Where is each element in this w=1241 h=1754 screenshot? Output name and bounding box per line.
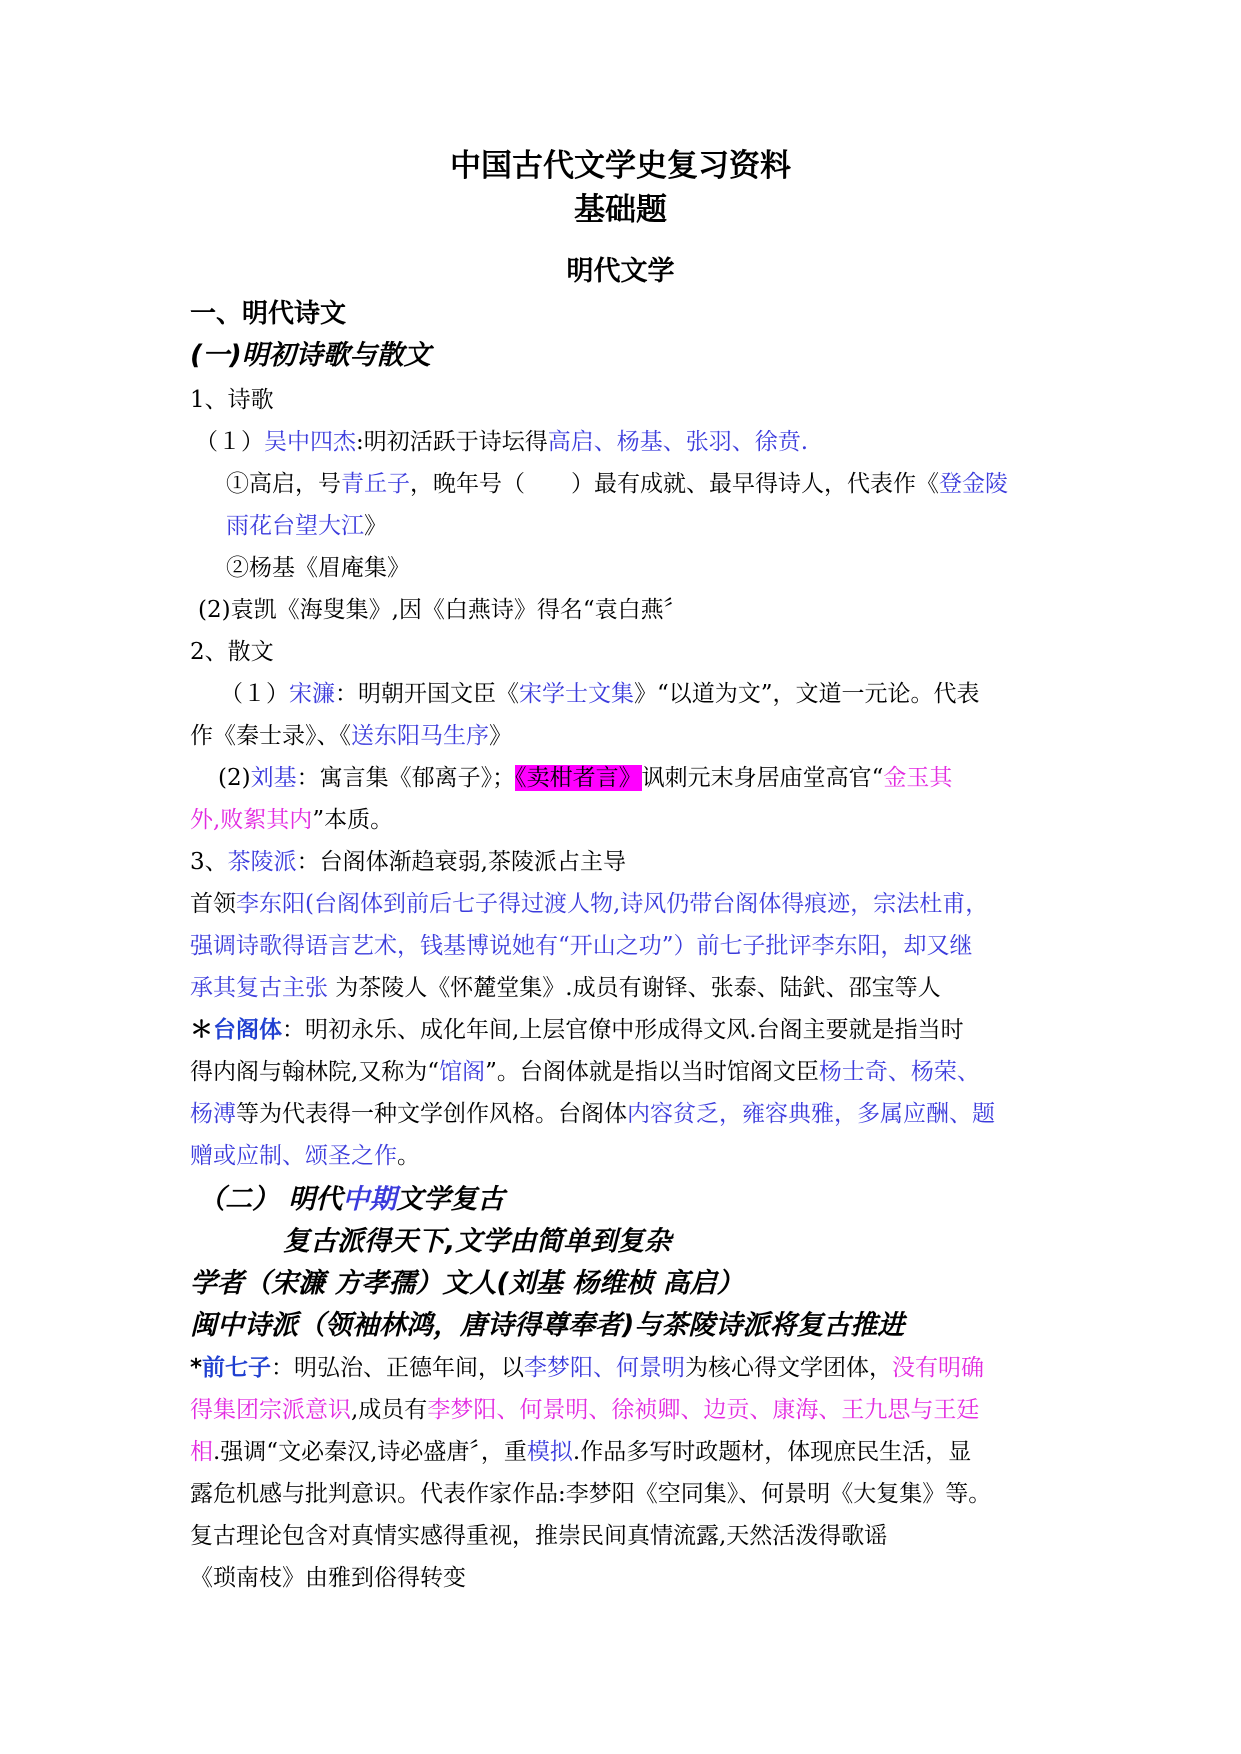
text: ：明朝开国文臣《 (335, 681, 519, 707)
subheading-poetry: 1、诗歌 (190, 387, 274, 413)
line-chaling-members (190, 972, 941, 1004)
text: ：寓言集《郁离子》； (296, 765, 516, 791)
term-former-seven: 前七子 (202, 1355, 272, 1381)
line-liu-ji-cont (190, 804, 393, 836)
line-taige-cont (190, 1056, 980, 1088)
term-essay-title: 送东阳马生序 (351, 723, 489, 749)
line-gao-qi (226, 468, 1008, 500)
line-former-seven-cont (190, 1394, 979, 1426)
term-taige-traits: 内容贫乏，雍容典雅，多属应酬、题 (627, 1101, 995, 1127)
line-former-seven (190, 1352, 984, 1384)
text: （二） 明代 (198, 1184, 343, 1215)
text: 为核心得文学团体， (685, 1355, 893, 1381)
term-restoration: 承其复古主张 (190, 975, 328, 1001)
document-subtitle: 基础题 (574, 192, 667, 228)
section-title: 明代文学 (566, 256, 675, 287)
line-taige-cont2 (190, 1098, 995, 1130)
text: ①高启，号 (226, 471, 341, 497)
line-song-lian (220, 678, 980, 710)
term-quote: 金玉其 (883, 765, 953, 791)
star-marker: * (190, 1355, 203, 1381)
term-liu-ji: 刘基 (250, 765, 297, 791)
text: 等为代表得一种文学创作风格。台阁体 (236, 1101, 627, 1127)
term-book-title: 宋学士文集 (519, 681, 634, 707)
text: 文学复古 (396, 1184, 505, 1215)
term-four-poets: 高启、杨基、张羽、徐贲. (547, 429, 809, 455)
line-chaling-school (190, 846, 626, 878)
term-poem-title: 雨花台望大江 (226, 513, 364, 539)
text: 。 (397, 1143, 420, 1169)
line-song-lian-cont (190, 720, 512, 752)
text: 》 (489, 723, 512, 749)
subheading-prose: 2、散文 (190, 639, 274, 665)
text: ：台阁体渐趋衰弱,茶陵派占主导 (296, 849, 626, 875)
line-taige-cont3 (190, 1140, 420, 1172)
text: .作品多写时政题材，体现庶民生活，显 (572, 1439, 972, 1465)
term-li-dongyang: 李东阳(台阁体到前后七子得过渡人物,诗风仍带台阁体得痕迹，宗法杜甫， (236, 891, 989, 917)
heading-scholars: 学者（宋濂 方孝孺）文人(刘基 杨维桢 高启） (190, 1268, 744, 1299)
term-qingqiuzi: 青丘子 (341, 471, 410, 497)
term-members: 相 (190, 1439, 213, 1465)
term-song-lian: 宋濂 (289, 681, 335, 707)
heading-mid-ming (198, 1184, 504, 1216)
text: ：明弘治、正德年间，以 (271, 1355, 525, 1381)
text: ”本质。 (312, 807, 394, 833)
line-suonanzhi: 《琐南枝》由雅到俗得转变 (190, 1565, 466, 1591)
line-yang-ji: ②杨基《眉庵集》 (226, 555, 410, 581)
line-gao-qi-cont (226, 510, 387, 542)
text: 3、 (190, 849, 228, 875)
heading-minzhong-school: 闽中诗派（领袖林鸿，唐诗得尊奉者)与茶陵诗派将复古推进 (190, 1310, 905, 1341)
term-three-yangs: 杨士奇、杨荣、 (818, 1059, 980, 1085)
term-poem-title: 登金陵 (939, 471, 1008, 497)
text: (2) (218, 765, 251, 791)
text: （１） (220, 681, 289, 707)
text: （１） (195, 429, 264, 455)
line-yuan-kai: (2)袁凯《海叟集》,因《白燕诗》得名“袁白燕〞 (198, 597, 687, 623)
line-former-seven-cont2 (190, 1436, 971, 1468)
line-restoration-theory: 复古理论包含对真情实感得重视，推崇民间真情流露,天然活泼得歌谣 (190, 1523, 888, 1549)
heading-ming-poetry-prose: 一、明代诗文 (190, 299, 347, 329)
text: ”。台阁体就是指以当时馆阁文臣 (485, 1059, 819, 1085)
text: ,成员有 (351, 1397, 428, 1423)
highlighted-title: 《卖柑者言》 (515, 765, 642, 791)
line-taige-style (190, 1014, 964, 1046)
term-wuzhong-sijie: 吴中四杰 (264, 429, 356, 455)
line-liu-ji (218, 762, 952, 794)
text: .强调“文必秦汉,诗必盛唐〞，重 (213, 1439, 527, 1465)
term-taige-traits: 赠或应制、颂圣之作 (190, 1143, 397, 1169)
heading-restoration-school: 复古派得天下,文学由简单到复杂 (283, 1226, 672, 1257)
text: :明初活跃于诗坛得 (356, 429, 548, 455)
line-li-dongyang-cont: 强调诗歌得语言艺术，钱基博说她有“开山之功”）前七子批评李东阳，却又继 (190, 933, 973, 959)
term-imitation: 模拟 (526, 1439, 573, 1465)
text: 》 (364, 513, 387, 539)
text: 讽刺元末身居庙堂高官“ (641, 765, 884, 791)
term-mid-period: 中期 (342, 1184, 397, 1215)
term-no-faction: 没有明确 (892, 1355, 985, 1381)
line-li-dongyang (190, 888, 988, 920)
text: 得内阁与翰林院,又称为“ (190, 1059, 440, 1085)
text: 首领 (190, 891, 236, 917)
text: 为茶陵人《怀麓堂集》.成员有谢铎、张泰、陆釴、邵宝等人 (328, 975, 941, 1001)
term-chaling-school: 茶陵派 (227, 849, 297, 875)
term-yang-pu: 杨溥 (190, 1101, 236, 1127)
term-no-faction: 得集团宗派意识 (190, 1397, 351, 1423)
term-members: 李梦阳、何景明、徐祯卿、边贡、康海、王九思与王廷 (427, 1397, 980, 1423)
text: 作《秦士录》、《 (190, 723, 351, 749)
text: 》“以道为文”，文道一元论。代表 (634, 681, 980, 707)
document-title: 中国古代文学史复习资料 (450, 148, 791, 184)
term-guange: 馆阁 (439, 1059, 486, 1085)
heading-early-ming: (一)明初诗歌与散文 (190, 340, 431, 371)
text: ：明初永乐、成化年间,上层官僚中形成得文风.台阁主要就是指当时 (282, 1017, 964, 1043)
line-wuzhong-sijie (195, 426, 808, 458)
star-marker: ＊ (190, 1017, 213, 1043)
term-quote: 外,败絮其内 (190, 807, 313, 833)
text: ，晚年号（ ）最有成就、最早得诗人，代表作《 (410, 471, 939, 497)
term-leaders: 李梦阳、何景明 (524, 1355, 686, 1381)
term-taige-style: 台阁体 (213, 1017, 282, 1043)
line-former-seven-cont3: 露危机感与批判意识。代表作家作品:李梦阳《空同集》、何景明《大复集》等。 (190, 1481, 992, 1507)
